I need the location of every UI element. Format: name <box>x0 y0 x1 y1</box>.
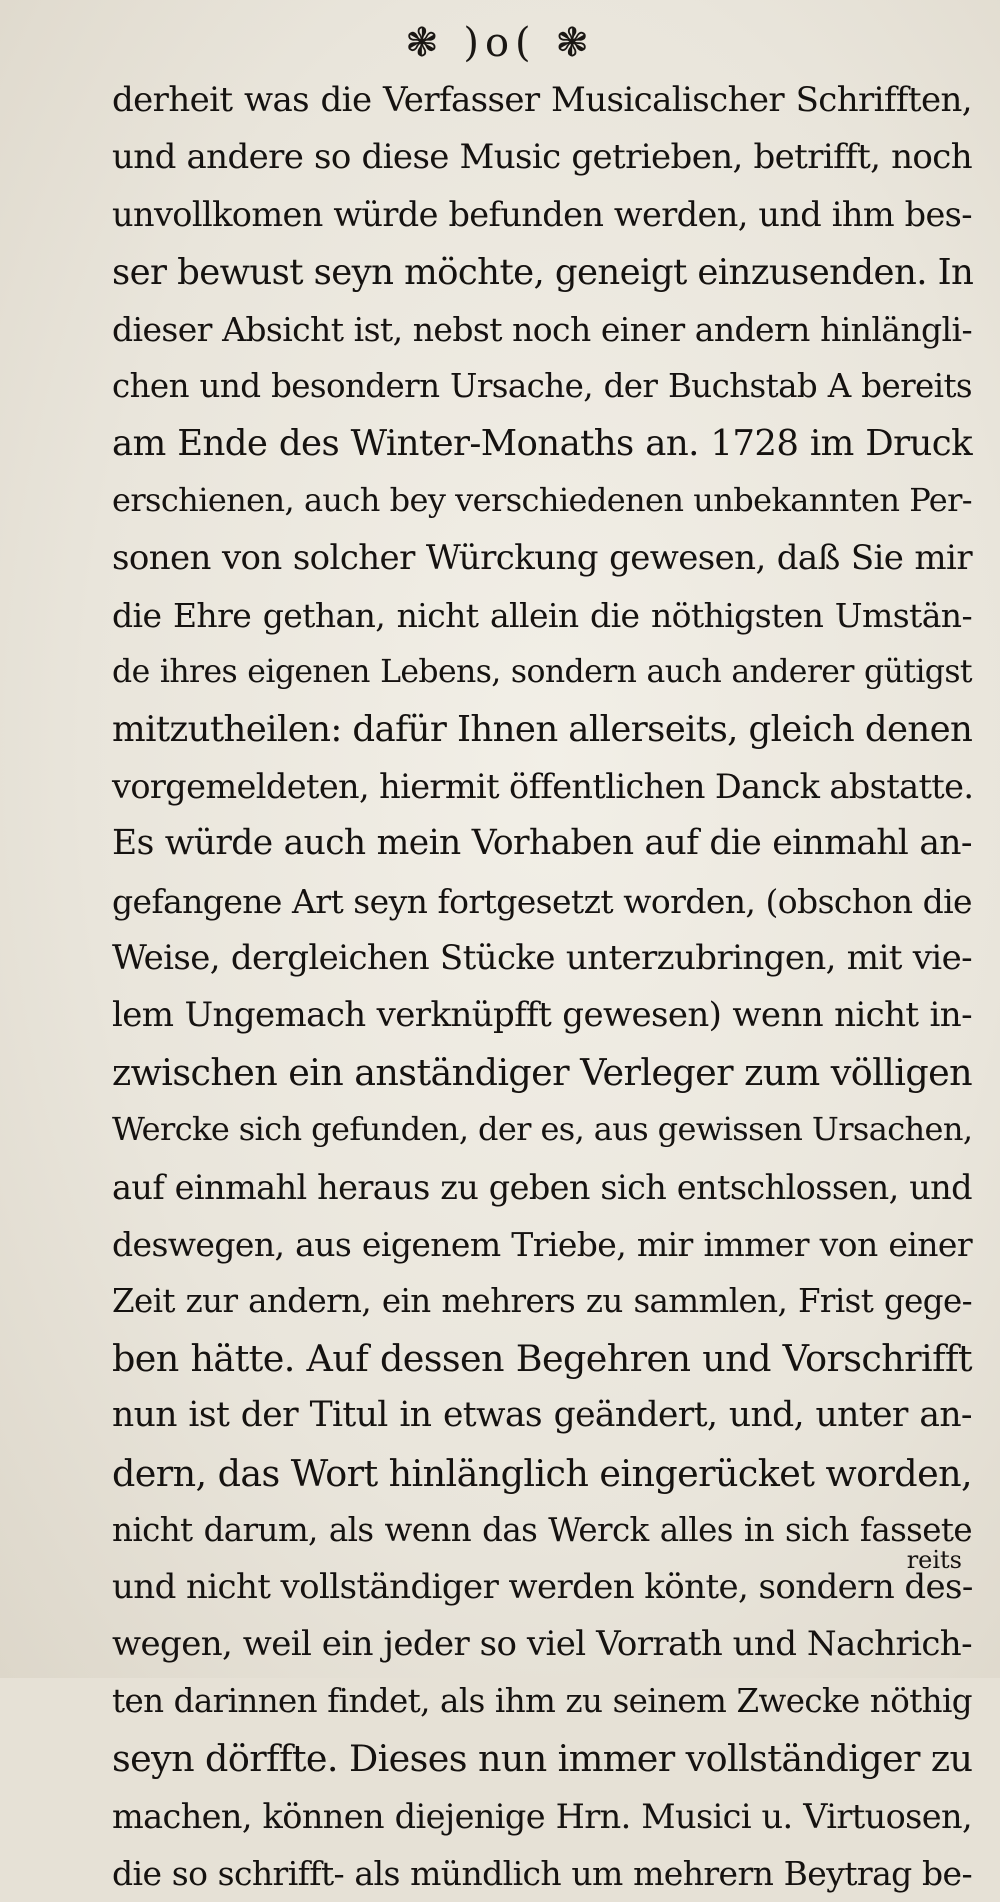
text-line: lem Ungemach verknüpfft gewesen) wenn nicht in- <box>112 995 972 1035</box>
text-line: sonen von solcher Würckung gewesen, daß Sie mir <box>112 537 972 578</box>
text-line: am Ende des Winter-Monaths an. 1728 im Druck <box>112 423 972 465</box>
text-line: dern, das Wort hinlänglich eingerücket worden, <box>112 1451 972 1495</box>
text-line: zwischen ein anständiger Verleger zum völligen <box>112 1051 972 1095</box>
page-header-ornament: ❃ )o( ❃ <box>405 20 595 66</box>
text-line: Zeit zur andern, ein mehrers zu sammlen, Frist gege- <box>112 1281 972 1320</box>
text-line: wegen, weil ein jeder so viel Vorrath und Nachrich- <box>112 1624 972 1665</box>
text-line: seyn dörffte. Dieses nun immer vollständiger zu <box>112 1737 973 1781</box>
text-line: und andere so diese Music getrieben, betrifft, noch <box>112 137 972 178</box>
text-line: ten darinnen findet, als ihm zu seinem Zwecke nöthig <box>112 1682 972 1721</box>
text-line: ben hätte. Auf dessen Begehren und Vorschrifft <box>112 1337 972 1381</box>
text-line: und nicht vollständiger werden könte, sondern des- <box>112 1566 973 1607</box>
body-text <box>112 72 972 1902</box>
text-line: chen und besondern Ursache, der Buchstab A bereits <box>112 366 972 405</box>
text-line: deswegen, aus eigenem Triebe, mir immer von einer <box>112 1224 972 1264</box>
text-line: ser bewust seyn möchte, geneigt einzusenden. In <box>112 251 974 293</box>
text-line: nun ist der Titul in etwas geändert, und, unter an- <box>112 1395 972 1436</box>
text-line: de ihres eigenen Lebens, sondern auch anderer gütigst <box>112 653 972 690</box>
catchword: reits <box>906 1546 962 1574</box>
text-line: machen, können diejenige Hrn. Musici u. Virtuosen, <box>112 1796 972 1836</box>
text-line: auf einmahl heraus zu geben sich entschlossen, und <box>112 1167 972 1207</box>
text-line: unvollkomen würde befunden werden, und ihm bes- <box>112 195 972 235</box>
text-line: gefangene Art seyn fortgesetzt worden, (obschon die <box>112 881 972 921</box>
text-line: Es würde auch mein Vorhaben auf die einmahl an- <box>112 823 972 864</box>
text-line: mitzutheilen: dafür Ihnen allerseits, gleich denen <box>112 709 973 751</box>
text-line: vorgemeldeten, hiermit öffentlichen Danck abstatte. <box>112 767 974 807</box>
text-line: die Ehre gethan, nicht allein die nöthigsten Umstän- <box>112 595 972 635</box>
text-line: Weise, dergleichen Stücke unterzubringen, mit vie- <box>112 937 972 978</box>
text-line: nicht darum, als wenn das Werck alles in sich fassete <box>112 1510 972 1549</box>
text-line: Wercke sich gefunden, der es, aus gewissen Ursachen, <box>112 1110 973 1149</box>
text-line: dieser Absicht ist, nebst noch einer andern hinlängli- <box>112 309 972 349</box>
text-line: derheit was die Verfasser Musicalischer Schrifften, <box>112 80 972 120</box>
text-line: die so schrifft- als mündlich um mehrern Beytrag be- <box>112 1853 972 1893</box>
text-line: erschienen, auch bey verschiedenen unbekannten Per- <box>112 481 972 520</box>
